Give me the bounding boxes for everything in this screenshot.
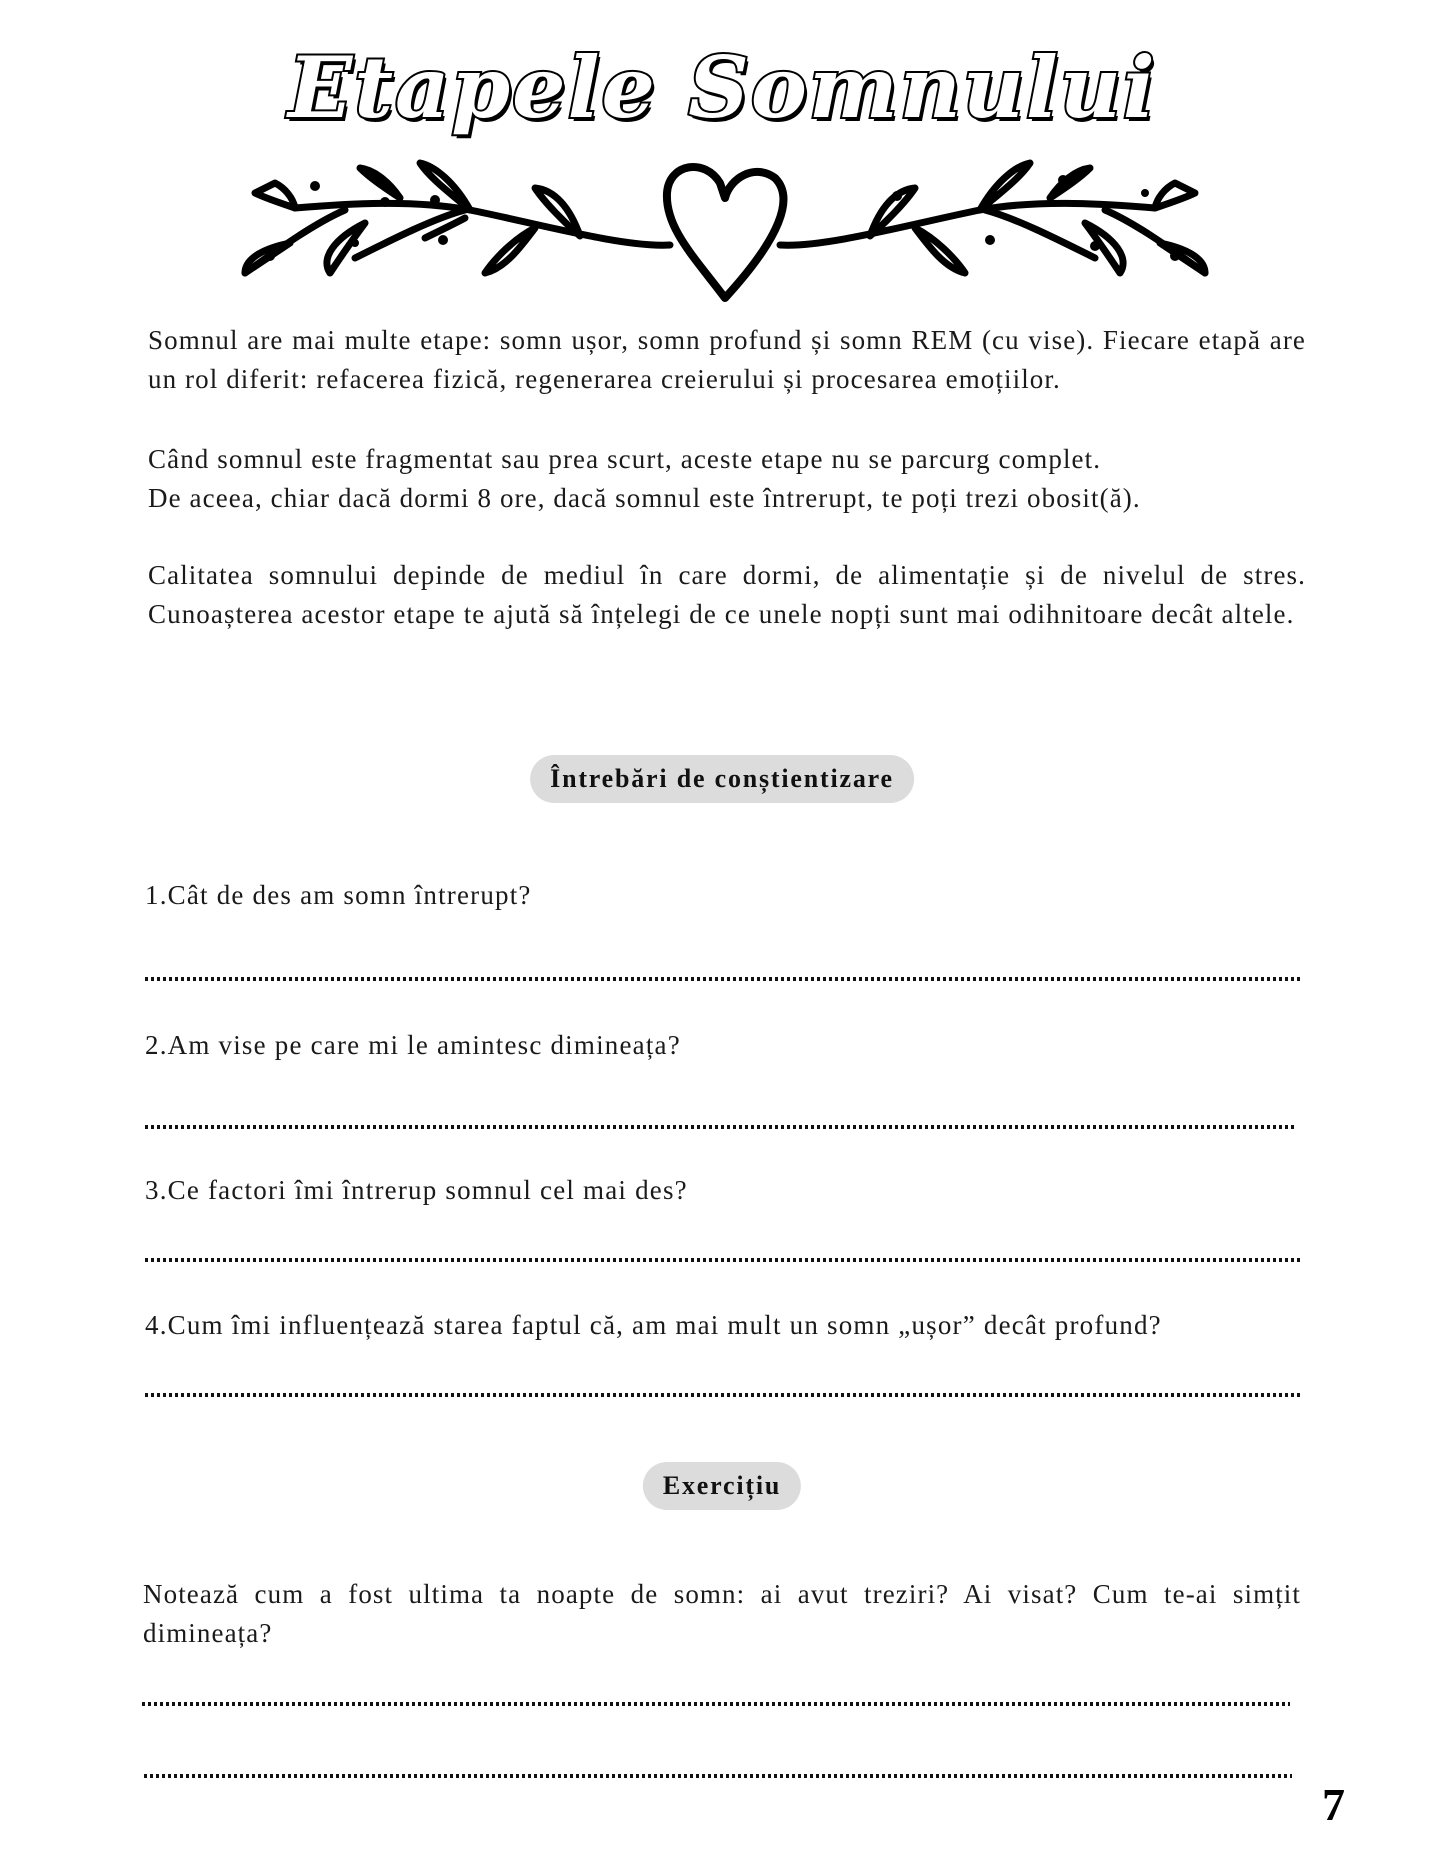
intro-line-tired: De aceea, chiar dacă dormi 8 ore, dacă somnul este întrerupt, te poți trezi obosit(ă). — [148, 483, 1141, 513]
page-title: Etapele Somnului — [288, 38, 1157, 137]
page-number: 7 — [1322, 1779, 1345, 1830]
intro-paragraph-stages: Somnul are mai multe etape: somn ușor, somn profund și somn REM (cu vise). Fiecare etapă are un rol diferit: refacerea fizică, regenerarea creierului și procesarea emoțiilor. — [148, 325, 1306, 394]
answer-line-3[interactable] — [145, 1258, 1300, 1262]
exercise-answer-line-2[interactable] — [144, 1774, 1292, 1778]
exercise-answer-line-1[interactable] — [142, 1702, 1290, 1706]
question-3: 3.Ce factori îmi întrerup somnul cel mai des? — [145, 1175, 688, 1205]
intro-line-fragmented: Când somnul este fragmentat sau prea scurt, aceste etape nu se parcurg complet. — [148, 444, 1102, 474]
question-2: 2.Am vise pe care mi le amintesc dimineața? — [145, 1030, 681, 1060]
answer-line-1[interactable] — [145, 977, 1300, 981]
heart-vine-ornament-icon — [235, 148, 1215, 308]
exercise-heading: Exercițiu — [643, 1462, 801, 1510]
question-1: 1.Cât de des am somn întrerupt? — [145, 880, 532, 910]
answer-line-4[interactable] — [145, 1393, 1300, 1397]
intro-paragraph-quality: Calitatea somnului depinde de mediul în care dormi, de alimentație și de nivelul de stres. Cunoașterea acestor etape te ajută să înțelegi de ce unele nopți sunt mai odihnitoare decât altele. — [148, 560, 1306, 629]
answer-line-2[interactable] — [145, 1125, 1295, 1129]
intro-paragraph-fragmented — [148, 440, 1306, 518]
question-4: 4.Cum îmi influențează starea faptul că, am mai mult un somn „ușor” decât profund? — [145, 1310, 1162, 1340]
awareness-questions-heading: Întrebări de conștientizare — [530, 755, 914, 803]
exercise-prompt: Notează cum a fost ultima ta noapte de somn: ai avut treziri? Ai visat? Cum te-ai simțit dimineața? — [143, 1579, 1301, 1648]
